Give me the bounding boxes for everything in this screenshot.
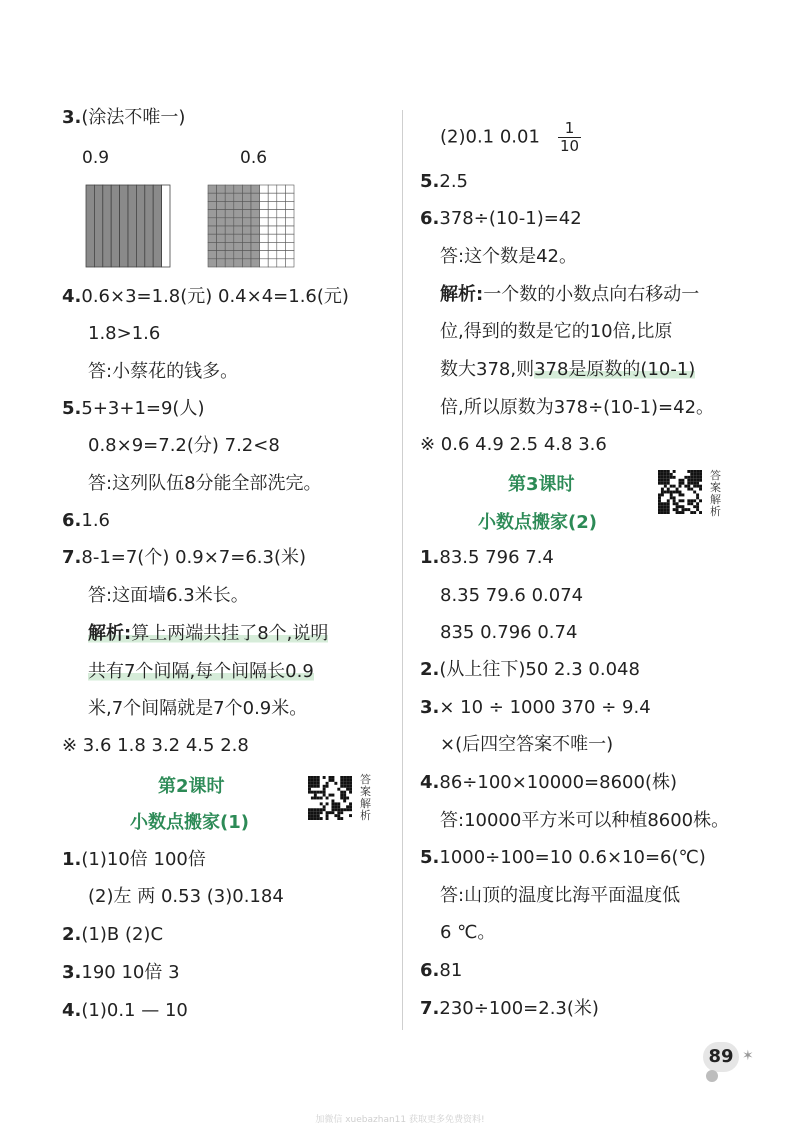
fig-label-09: 0.9 <box>82 148 110 168</box>
l3-q5-line: 5.1000÷100=10 0.6×10=6(℃) <box>420 847 706 868</box>
lesson2-subtitle: 小数点搬家(1) <box>130 812 249 833</box>
l3-q4-line: 4.86÷100×10000=8600(株) <box>420 772 677 793</box>
q4-part2-line: (2)0.1 0.01 $\frac{1}{10}$ <box>440 119 580 155</box>
r-q5-line: 5.2.5 <box>420 171 469 192</box>
shaded-grid-09 <box>85 184 173 268</box>
q4-line: 4.0.6×3=1.8(元) 0.4×4=1.6(元) <box>62 286 349 307</box>
fig-label-06: 0.6 <box>240 148 268 168</box>
l3-q3-line: 3.× 10 ÷ 1000 370 ÷ 9.4 <box>420 697 651 718</box>
r-q6-analysis-4: 倍,所以原数为378÷(10-1)=42。 <box>440 397 715 418</box>
r-q6-line: 6.378÷(10-1)=42 <box>420 208 582 229</box>
l3-q1-line: 1.83.5 796 7.4 <box>420 547 554 568</box>
q7-answer: 答:这面墙6.3米长。 <box>88 585 249 606</box>
l3-q3-line2: ×(后四空答案不唯一) <box>440 734 614 755</box>
r-q6-answer: 答:这个数是42。 <box>440 246 577 267</box>
q7-line: 7.8-1=7(个) 0.9×7=6.3(米) <box>62 547 306 568</box>
l2-q1-line: 1.(1)10倍 100倍 <box>62 849 206 870</box>
r-q6-analysis-2: 位,得到的数是它的10倍,比原 <box>440 321 673 342</box>
dot-decoration <box>706 1070 718 1082</box>
l2-q3-line: 3.190 10倍 3 <box>62 962 180 983</box>
footer-watermark: 加微信 xuebazhan11 获取更多免费资料! <box>315 1115 485 1125</box>
l3-q5-answer2: 6 ℃。 <box>440 922 496 943</box>
q7-analysis-1: 解析:算上两端共挂了8个,说明 <box>88 623 329 644</box>
r-q6-analysis-1: 解析:一个数的小数点向右移动一 <box>440 284 700 305</box>
qr-label: 答案解析 <box>360 773 371 822</box>
extra-practice: ※ 3.6 1.8 3.2 4.5 2.8 <box>62 735 249 756</box>
lesson3-title: 第3课时 <box>508 474 575 495</box>
r-extra-practice: ※ 0.6 4.9 2.5 4.8 3.6 <box>420 434 607 455</box>
l2-q2-line: 2.(1)B (2)C <box>62 924 164 945</box>
q5-calc: 0.8×9=7.2(分) 7.2<8 <box>88 435 280 456</box>
q4-answer: 答:小蔡花的钱多。 <box>88 361 239 382</box>
r-q6-analysis-3: 数大378,则378是原数的(10-1) <box>440 359 696 380</box>
qr-code-icon[interactable] <box>658 470 702 514</box>
q7-analysis-3: 米,7个间隔就是7个0.9米。 <box>88 698 308 719</box>
q5-line: 5.5+3+1=9(人) <box>62 398 205 419</box>
page-number: 89 <box>703 1042 739 1072</box>
l3-q1-line2: 8.35 79.6 0.074 <box>440 585 584 606</box>
lesson3-subtitle: 小数点搬家(2) <box>478 512 597 533</box>
l3-q1-line3: 835 0.796 0.74 <box>440 622 578 643</box>
column-divider <box>402 110 403 1030</box>
qr-code-icon[interactable] <box>308 776 352 820</box>
fraction: $\frac{1}{10}$ <box>559 119 580 155</box>
l3-q6-line: 6.81 <box>420 960 463 981</box>
q4-compare: 1.8>1.6 <box>88 323 161 344</box>
q5-answer: 答:这列队伍8分能全部洗完。 <box>88 473 322 494</box>
star-icon: ✶ <box>742 1048 754 1064</box>
l3-q5-answer: 答:山顶的温度比海平面温度低 <box>440 885 681 906</box>
shaded-grid-06 <box>207 184 297 268</box>
lesson2-title: 第2课时 <box>158 776 225 797</box>
l3-q2-line: 2.(从上往下)50 2.3 0.048 <box>420 659 640 680</box>
q6-line: 6.1.6 <box>62 510 111 531</box>
l2-q1-line2: (2)左 两 0.53 (3)0.184 <box>88 886 284 907</box>
l2-q4-line: 4.(1)0.1 — 10 <box>62 1000 188 1021</box>
l3-q4-answer: 答:10000平方米可以种植8600株。 <box>440 810 730 831</box>
q3-line: 3.(涂法不唯一) <box>62 107 186 128</box>
qr-label: 答案解析 <box>710 469 721 518</box>
l3-q7-line: 7.230÷100=2.3(米) <box>420 998 599 1019</box>
q7-analysis-2: 共有7个间隔,每个间隔长0.9 <box>88 661 314 682</box>
